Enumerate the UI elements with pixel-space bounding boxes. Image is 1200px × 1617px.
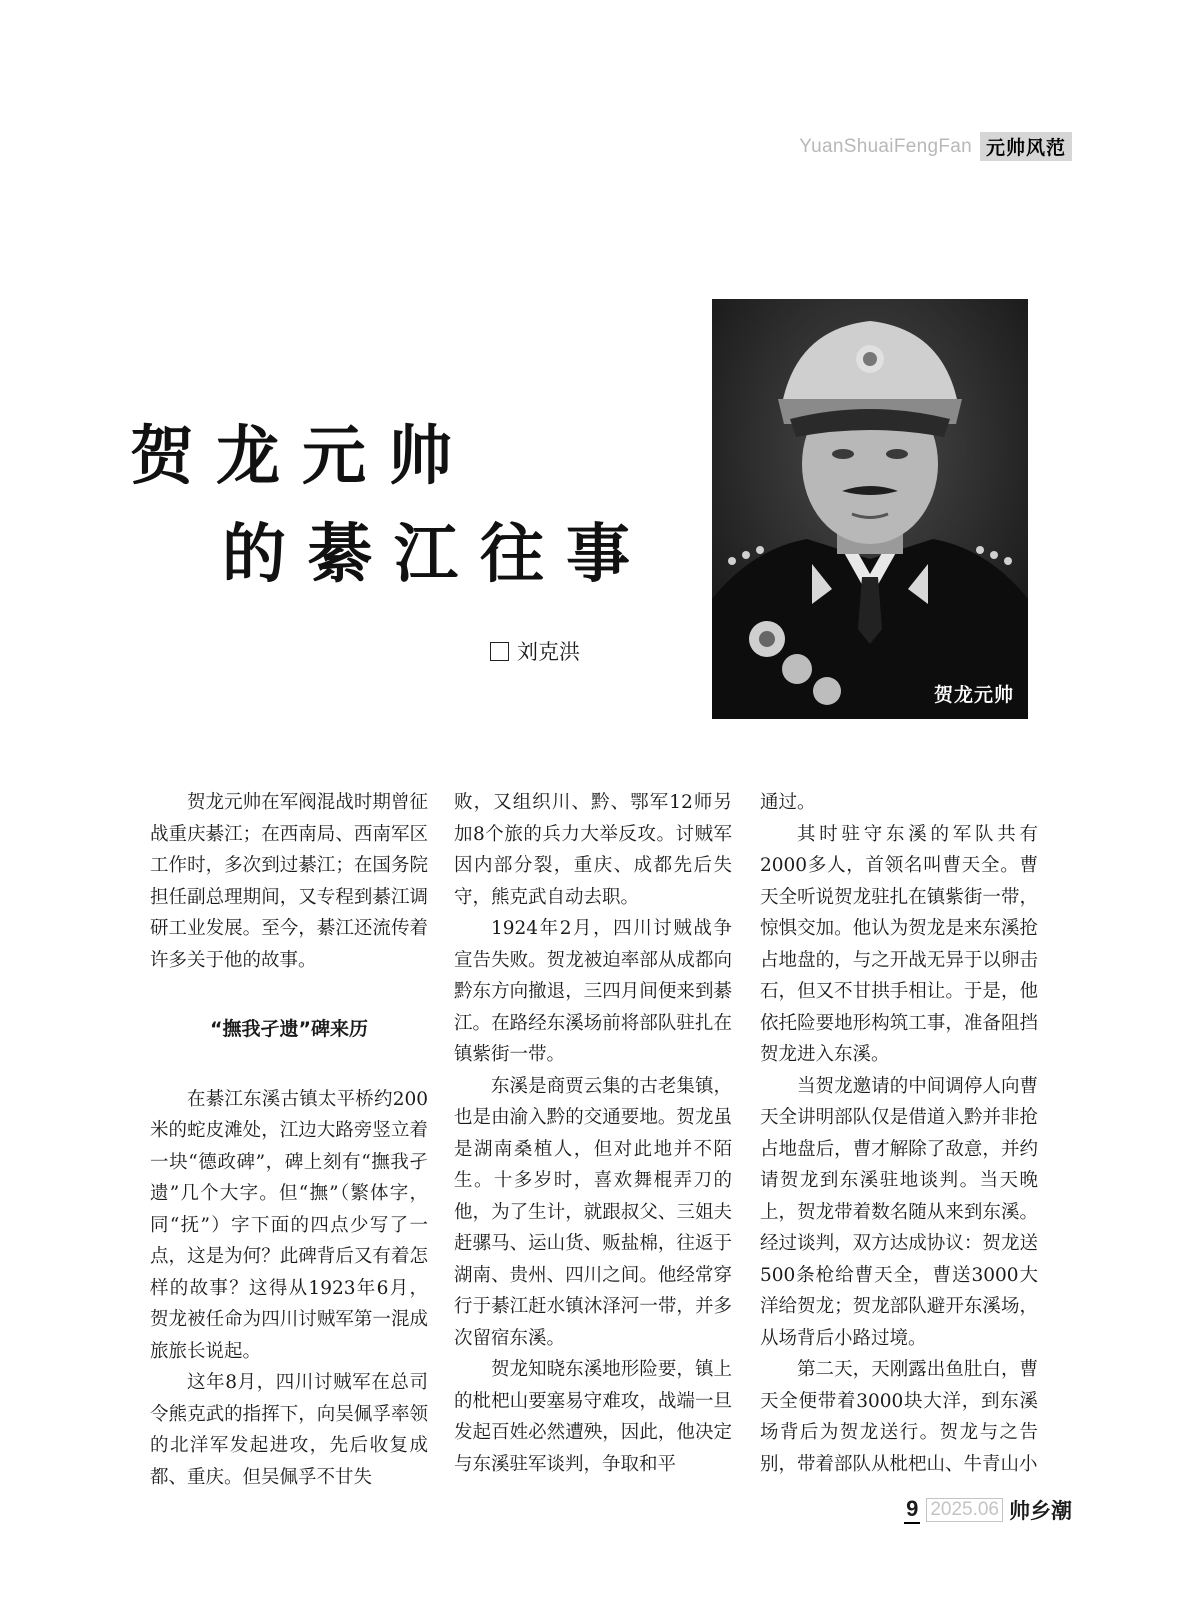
byline xyxy=(490,636,580,666)
paragraph: 在綦江东溪古镇太平桥约200米的蛇皮滩处，江边大路旁竖立着一块“德政碑”，碑上刻有“撫我孑遗”几个大字。但“撫”（繁体字，同“抚”）字下面的四点少写了一点，这是为何？此碑背后又有着怎样的故事？这得从1923年6月，贺龙被任命为四川讨贼军第一混成旅旅长说起。 xyxy=(150,1088,428,1362)
paragraph: 贺龙元帅在军阀混战时期曾征战重庆綦江；在西南局、西南军区工作时，多次到过綦江；在国务院担任副总理期间，又专程到綦江调研工业发展。至今，綦江还流传着许多关于他的故事。 xyxy=(150,792,428,971)
paragraph: 其时驻守东溪的军队共有2000多人，首领名叫曹天全。曹天全听说贺龙驻扎在镇紫街一带，惊惧交加。他认为贺龙是来东溪抢占地盘的，与之开战无异于以卵击石，但又不甘拱手相让。于是，他依托险要地形构筑工事，准备阻挡贺龙进入东溪。 xyxy=(760,823,1038,1065)
section-name-english: YuanShuaiFengFan xyxy=(799,135,972,157)
paragraph: 东溪是商贾云集的古老集镇，也是由渝入黔的交通要地。贺龙虽是湖南桑植人，但对此地并不陌生。十多岁时，喜欢舞棍弄刀的他，为了生计，就跟叔父、三姐夫赶骡马、运山货、贩盐棉，往返于湖南、贵州、四川之间。他经常穿行于綦江赶水镇沐泽河一带，并多次留宿东溪。 xyxy=(454,1075,732,1349)
paragraph: 这年8月，四川讨贼军在总司令熊克武的指挥下，向吴佩孚率领的北洋军发起进攻，先后收复成都、重庆。但吴佩孚不甘失 xyxy=(150,1372,428,1488)
portrait-photo xyxy=(712,299,1028,719)
text-column-3 xyxy=(760,787,1038,1480)
issue-date: 2025.06 xyxy=(926,1498,1003,1522)
section-subheading: “撫我孑遗”碑来历 xyxy=(210,1018,368,1040)
paragraph-continued: 败，又组织川、黔、鄂军12师另加8个旅的兵力大举反攻。讨贼军因内部分裂，重庆、成都先后失守，熊克武自动去职。 xyxy=(454,792,732,908)
portrait-illustration xyxy=(712,299,1028,719)
section-name-chinese: 元帅风范 xyxy=(980,132,1072,161)
page-footer xyxy=(904,1495,1072,1525)
paragraph: 1924年2月，四川讨贼战争宣告失败。贺龙被迫率部从成都向黔东方向撤退，三四月间便来到綦江。在路经东溪场前将部队驻扎在镇紫街一带。 xyxy=(454,918,732,1065)
photo-caption: 贺龙元帅 xyxy=(933,684,1014,706)
magazine-logo: 帅乡潮 xyxy=(1009,1499,1072,1523)
author-name: 刘克洪 xyxy=(517,640,580,664)
paragraph: 当贺龙邀请的中间调停人向曹天全讲明部队仅是借道入黔并非抢占地盘后，曹才解除了敌意，并约请贺龙到东溪驻地谈判。当天晚上，贺龙带着数名随从来到东溪。经过谈判，双方达成协议：贺龙送500条枪给曹天全，曹送3000大洋给贺龙；贺龙部队避开东溪场，从场背后小路过境。 xyxy=(760,1075,1038,1349)
page-number: 9 xyxy=(904,1496,920,1524)
paragraph-continued: 通过。 xyxy=(760,792,816,813)
text-column-2 xyxy=(454,787,732,1480)
article-title-line-1: 贺龙元帅 xyxy=(130,419,474,494)
paragraph: 贺龙知晓东溪地形险要，镇上的枇杷山要塞易守难攻，战端一旦发起百姓必然遭殃，因此，他决定与东溪驻军谈判，争取和平 xyxy=(454,1359,732,1475)
section-header xyxy=(799,132,1072,161)
square-box-icon xyxy=(490,642,509,661)
article-title-line-2: 的綦江往事 xyxy=(222,517,652,592)
text-column-1 xyxy=(150,787,428,1493)
paragraph: 第二天，天刚露出鱼肚白，曹天全便带着3000块大洋，到东溪场背后为贺龙送行。贺龙与之告别，带着部队从枇杷山、牛青山小 xyxy=(760,1359,1038,1475)
